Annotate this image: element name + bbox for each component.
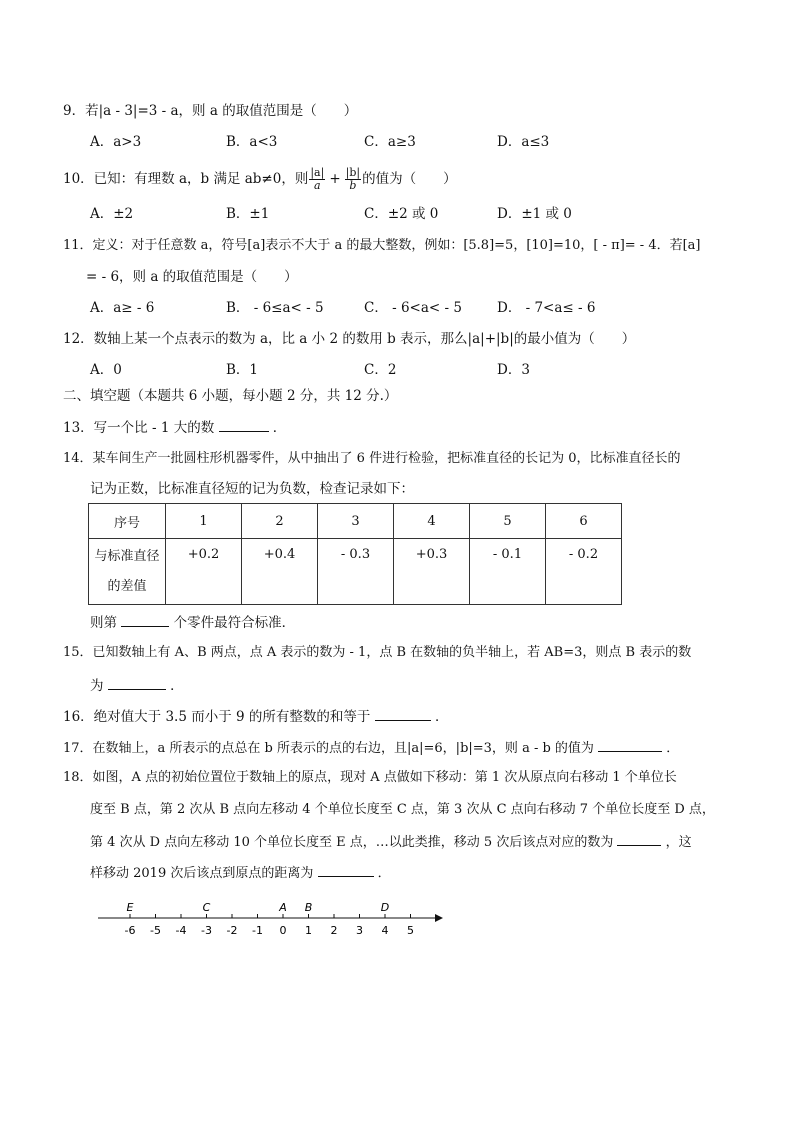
q11-option-d: D． - 7<a≤ - 6 xyxy=(497,300,596,316)
table-header-cell: 3 xyxy=(318,504,394,539)
q10-option-d: D．±1 或 0 xyxy=(497,206,572,222)
q11-option-a: A．a≥ - 6 xyxy=(90,300,155,316)
q12-stem: 12．数轴上某一个点表示的数为 a，比 a 小 2 的数用 b 表示，那么|a|+|b|的最小值为（ ） xyxy=(63,331,636,347)
q15-line1: 15．已知数轴上有 A、B 两点，点 A 表示的数为 - 1，点 B 在数轴的负半轴上，若 AB=3，则点 B 表示的数 xyxy=(63,645,692,660)
q10-fraction-a xyxy=(309,167,325,192)
q15-line2-pre: 为 xyxy=(90,678,104,694)
q15-line2 xyxy=(90,675,184,696)
q9-option-d: D．a≤3 xyxy=(497,134,550,150)
table-cell: +0.4 xyxy=(242,539,318,605)
q16-end: ． xyxy=(435,709,449,725)
q14-after-pre: 则第 xyxy=(90,615,117,631)
number-line-figure xyxy=(90,898,450,943)
q13-answer-blank[interactable] xyxy=(219,417,269,432)
table-cell: - 0.3 xyxy=(318,539,394,605)
table-cell: +0.2 xyxy=(166,539,242,605)
table-cell: - 0.1 xyxy=(470,539,546,605)
q13 xyxy=(63,417,286,438)
table-row-label xyxy=(89,539,166,605)
q9-option-c: C．a≥3 xyxy=(364,134,416,150)
q10-stem-pre: 10．已知：有理数 a，b 满足 ab≠0，则 xyxy=(63,171,309,187)
q12-option-c: C．2 xyxy=(364,362,397,378)
point-label-e: E xyxy=(126,901,134,914)
q18-line1: 18．如图，A 点的初始位置位于数轴上的原点，现对 A 点做如下移动：第 1 次从原点向右移动 1 个单位长 xyxy=(63,770,677,785)
q10-frac1-den: a xyxy=(314,179,321,192)
q14-line2: 记为正数，比标准直径短的记为负数，检查记录如下： xyxy=(90,481,414,497)
point-label-b: B xyxy=(304,901,313,914)
axis-arrow-icon xyxy=(435,914,443,922)
q16 xyxy=(63,706,449,727)
q10-stem xyxy=(63,163,457,195)
q12-option-b: B．1 xyxy=(226,362,259,378)
q14-after-post: 个零件最符合标准． xyxy=(173,615,296,631)
q10-option-a: A．±2 xyxy=(90,206,134,222)
q10-fraction-b xyxy=(345,167,361,192)
q10-frac2-num: |b| xyxy=(345,166,361,179)
point-label-d: D xyxy=(380,901,390,914)
q11-option-b: B． - 6≤a< - 5 xyxy=(226,300,324,316)
tick-label: -1 xyxy=(252,924,263,937)
q14-answer-blank[interactable] xyxy=(121,612,169,627)
table-header-label: 序号 xyxy=(89,504,166,539)
table-header-cell: 2 xyxy=(242,504,318,539)
table-header-cell: 4 xyxy=(394,504,470,539)
q10-frac2-den: b xyxy=(349,179,357,192)
q17-answer-blank[interactable] xyxy=(598,737,662,752)
q17-end: ． xyxy=(666,741,680,756)
q18-line3-pre: 第 4 次从 D 点向左移动 10 个单位长度至 E 点，…以此类推，移动 5 次后该点对应的数为 xyxy=(90,835,614,850)
q9-option-b: B．a<3 xyxy=(226,134,278,150)
q10-plus: + xyxy=(329,171,341,187)
q18-line2: 度至 B 点，第 2 次从 B 点向左移动 4 个单位长度至 C 点，第 3 次从 C 点向右移动 7 个单位长度至 D 点， xyxy=(90,802,715,817)
q16-answer-blank[interactable] xyxy=(375,706,431,721)
q10-option-c: C．±2 或 0 xyxy=(364,206,439,222)
table-header-cell: 5 xyxy=(470,504,546,539)
tick-label: 3 xyxy=(356,924,363,937)
table-cell: +0.3 xyxy=(394,539,470,605)
q16-text: 16．绝对值大于 3.5 而小于 9 的所有整数的和等于 xyxy=(63,709,371,725)
tick-label: -4 xyxy=(175,924,187,937)
q14-line1: 14．某车间生产一批圆柱形机器零件，从中抽出了 6 件进行检验，把标准直径的长记为 0，比标准直径长的 xyxy=(63,451,681,466)
q13-end: ． xyxy=(272,420,287,436)
tick-label: -5 xyxy=(150,924,161,937)
q9-option-a: A．a>3 xyxy=(90,134,142,150)
tick-label: 4 xyxy=(381,924,389,937)
q14-after xyxy=(90,612,295,633)
tick-label: 0 xyxy=(279,924,287,937)
q18-line4 xyxy=(90,862,391,884)
section-heading: 二、填空题（本题共 6 小题，每小题 2 分，共 12 分.） xyxy=(63,388,398,404)
q12-option-d: D．3 xyxy=(497,362,530,378)
row-label-line1: 与标准直径 xyxy=(94,548,160,564)
q11-line1: 11．定义：对于任意数 a，符号[a]表示不大于 a 的最大整数，例如：[5.8]=5，[10]=10，[ - π]= - 4．若[a] xyxy=(63,238,701,253)
table-header-cell: 1 xyxy=(166,504,242,539)
q17 xyxy=(63,737,679,759)
inspection-table xyxy=(88,503,622,605)
point-label-a: A xyxy=(279,901,287,914)
q17-text: 17．在数轴上，a 所表示的点总在 b 所表示的点的右边，且|a|=6，|b|=3，则 a - b 的值为 xyxy=(63,741,594,756)
tick-label: 1 xyxy=(305,924,312,937)
q11-line2: = - 6，则 a 的取值范围是（ ） xyxy=(86,269,298,285)
q13-text: 13．写一个比 - 1 大的数 xyxy=(63,420,215,436)
q10-frac1-num: |a| xyxy=(310,166,325,179)
row-label-line2: 的差值 xyxy=(107,578,147,594)
q18-answer-blank-2[interactable] xyxy=(318,862,374,877)
q10-stem-post: 的值为（ ） xyxy=(362,171,457,187)
q11-option-c: C． - 6<a< - 5 xyxy=(364,300,462,316)
tick-label: -2 xyxy=(226,924,238,937)
tick-label: -6 xyxy=(124,924,136,937)
q9-stem: 9．若|a - 3|=3 - a，则 a 的取值范围是（ ） xyxy=(63,103,358,119)
table-cell: - 0.2 xyxy=(546,539,622,605)
number-line-svg xyxy=(90,898,450,943)
q18-line4-post: ． xyxy=(377,866,391,881)
q12-option-a: A．0 xyxy=(90,362,122,378)
tick-label: 2 xyxy=(330,924,338,937)
q18-line3-post: ，这 xyxy=(665,835,692,850)
q18-answer-blank-1[interactable] xyxy=(617,831,661,846)
q10-option-b: B．±1 xyxy=(226,206,270,222)
q18-line4-pre: 样移动 2019 次后该点到原点的距离为 xyxy=(90,866,314,881)
q15-line2-post: ． xyxy=(170,678,184,694)
table-row xyxy=(89,539,622,605)
q18-line3 xyxy=(90,831,692,853)
point-label-c: C xyxy=(202,901,211,914)
q15-answer-blank[interactable] xyxy=(108,675,166,690)
table-header-cell: 6 xyxy=(546,504,622,539)
tick-label: 5 xyxy=(407,924,414,937)
table-header-row xyxy=(89,504,622,539)
tick-label: -3 xyxy=(201,924,212,937)
